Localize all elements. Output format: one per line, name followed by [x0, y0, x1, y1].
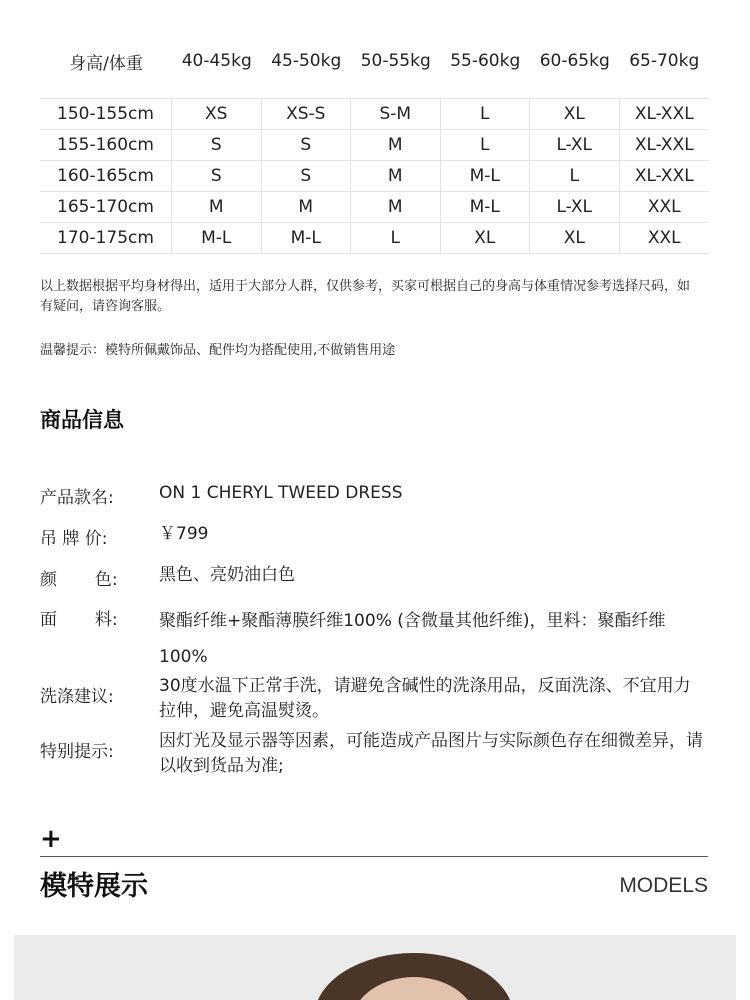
table-cell: S: [172, 161, 262, 191]
table-cell: XL: [530, 223, 620, 253]
section-divider: [40, 856, 708, 857]
field-label: 颜 色:: [40, 570, 118, 590]
table-cell: XS-S: [262, 99, 352, 129]
table-cell: XXL: [647, 197, 681, 217]
table-cell: S: [262, 130, 352, 160]
models-title-cn: 模特展示: [40, 871, 148, 902]
field-value: ON 1 CHERYL TWEED DRESS: [159, 483, 403, 503]
table-cell: L-XL: [530, 192, 620, 222]
header-cell: 65-70kg: [629, 51, 700, 71]
accessory-tip: 温馨提示：模特所佩戴饰品、配件均为搭配使用,不做销售用途: [40, 343, 396, 358]
table-cell: XL: [441, 223, 531, 253]
table-cell: XS: [172, 99, 262, 129]
table-cell: XL: [530, 99, 620, 129]
table-cell: XXL: [647, 228, 681, 248]
header-cell: 60-65kg: [539, 51, 610, 71]
field-label: 特别提示:: [40, 742, 114, 762]
table-cell: M-L: [441, 161, 531, 191]
size-chart-header: [40, 40, 710, 82]
size-disclaimer: 以上数据根据平均身材得出，适用于大部分人群，仅供参考，买家可根据自己的身高与体重情况参考选择尺码，如有疑问，请咨询客服。: [40, 279, 691, 314]
field-label: 洗涤建议:: [40, 687, 114, 707]
table-row: [40, 99, 709, 130]
field-label: 吊 牌 价:: [40, 529, 108, 549]
table-row: [40, 192, 709, 223]
table-cell: XL-XXL: [634, 104, 694, 124]
models-title-en: MODELS: [619, 874, 708, 897]
table-cell: 170-175cm: [40, 223, 172, 253]
table-cell: L: [441, 130, 531, 160]
size-chart: [40, 40, 710, 248]
table-cell: S: [262, 161, 352, 191]
size-chart-body: [40, 98, 709, 254]
field-value: 30度水温下正常手洗，请避免含碱性的洗涤用品，反面洗涤、不宜用力拉伸，避免高温熨烫。: [159, 676, 691, 721]
table-cell: L-XL: [530, 130, 620, 160]
table-cell: M: [351, 130, 441, 160]
table-row: [40, 161, 709, 192]
header-cell: 40-45kg: [181, 51, 252, 71]
table-cell: L: [530, 161, 620, 191]
table-cell: 155-160cm: [40, 130, 172, 160]
plus-icon: +: [40, 824, 62, 854]
table-cell: S: [172, 130, 262, 160]
table-cell: 165-170cm: [40, 192, 172, 222]
table-cell: M-L: [262, 223, 352, 253]
table-cell: M-L: [172, 223, 262, 253]
table-cell: M: [262, 192, 352, 222]
header-cell: 身高/体重: [69, 53, 143, 74]
header-cell: 55-60kg: [450, 51, 521, 71]
table-row: [40, 130, 709, 161]
field-value: 因灯光及显示器等因素，可能造成产品图片与实际颜色存在细微差异，请以收到货品为准;: [159, 731, 703, 776]
table-cell: M: [172, 192, 262, 222]
table-row: [40, 223, 709, 254]
field-label: 产品款名:: [40, 488, 114, 508]
table-cell: M: [351, 161, 441, 191]
field-value: 黑色、亮奶油白色: [159, 565, 295, 585]
table-cell: M: [351, 192, 441, 222]
table-cell: S-M: [351, 99, 441, 129]
model-photo: [14, 935, 736, 1000]
table-cell: XL-XXL: [634, 135, 694, 155]
table-cell: L: [441, 99, 531, 129]
field-label: 面 料:: [40, 610, 118, 630]
table-cell: M-L: [441, 192, 531, 222]
field-value: 聚酯纤维+聚酯薄膜纤维100% (含微量其他纤维)，里料：聚酯纤维100%: [159, 611, 666, 667]
field-value: ￥799: [159, 524, 209, 544]
table-cell: L: [351, 223, 441, 253]
table-cell: 150-155cm: [40, 99, 172, 129]
header-cell: 50-55kg: [360, 51, 431, 71]
table-cell: 160-165cm: [40, 161, 172, 191]
header-cell: 45-50kg: [271, 51, 342, 71]
table-cell: XL-XXL: [634, 166, 694, 186]
product-info-title: 商品信息: [40, 408, 124, 432]
